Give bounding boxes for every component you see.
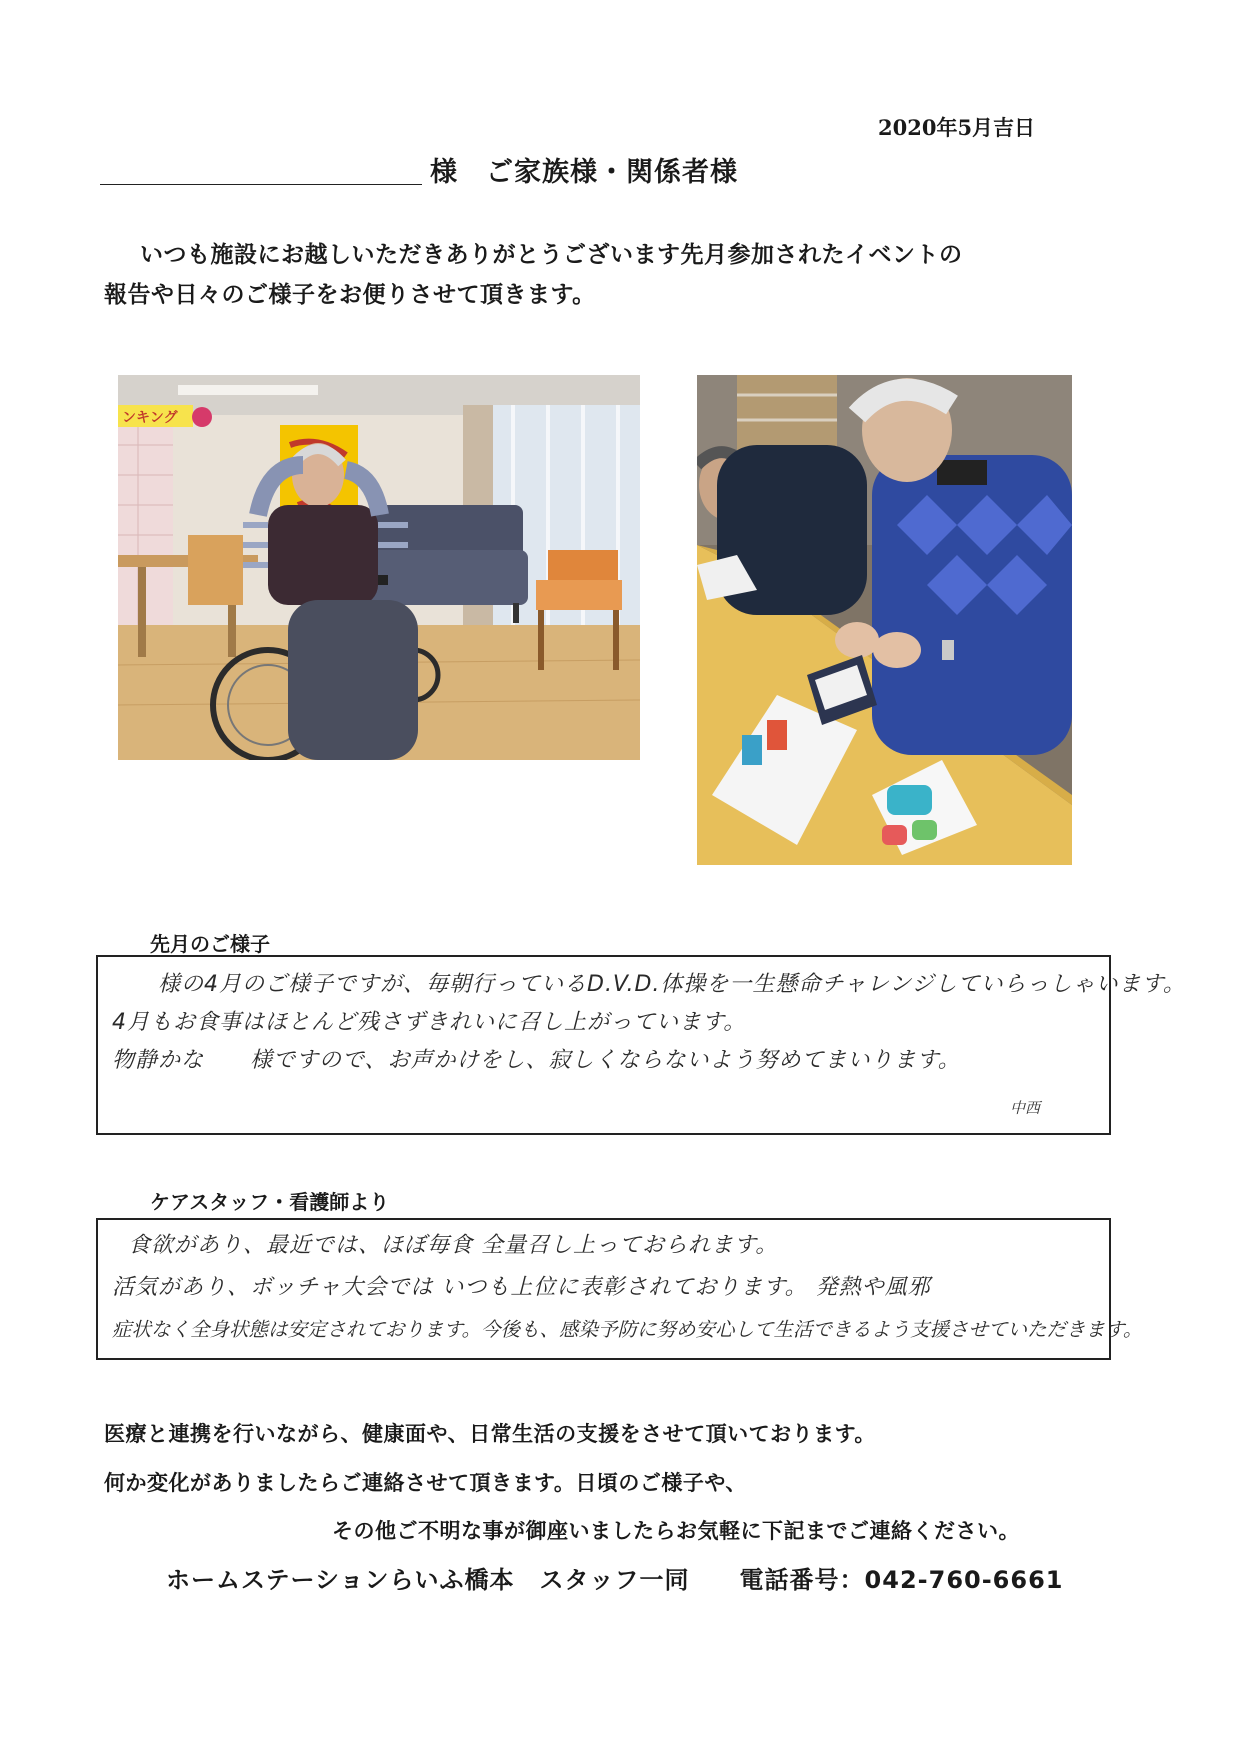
ranking-banner-text: ンキング (122, 410, 178, 426)
photo-craft-activity (697, 375, 1072, 865)
last-month-box (96, 955, 1186, 1135)
last-month-line-1: 様の4月のご様子ですが、毎朝行っているD.V.D.体操を一生懸命チャレンジしていらっしゃいます。 (158, 972, 1186, 997)
intro-line-2: 報告や日々のご様子をお便りさせて頂きます。 (104, 282, 596, 308)
care-staff-line-3: 症状なく全身状態は安定されております。今後も、感染予防に努め安心して生活できるよう支援させていただきます。 (112, 1318, 1143, 1341)
facility-signoff: ホームステーションらいふ橋本 スタッフ一同 電話番号：042-760-6661 (166, 1566, 1064, 1594)
care-staff-line-2: 活気があり、ボッチャ大会では いつも上位に表彰されております。 発熱や風邪 (112, 1275, 931, 1300)
intro-line-1: いつも施設にお越しいただきありがとうございます先月参加されたイベントの (140, 242, 963, 268)
footer-line-3: その他ご不明な事が御座いましたらお気軽に下記までご連絡ください。 (332, 1519, 1020, 1543)
last-month-line-3: 物静かな 様ですので、お声かけをし、寂しくならないよう努めてまいります。 (112, 1048, 961, 1073)
care-staff-box (96, 1218, 1143, 1360)
care-staff-line-1: 食欲があり、最近では、ほぼ毎食 全量召し上っておられます。 (128, 1233, 779, 1258)
care-staff-title: ケアスタッフ・看護師より (150, 1190, 390, 1214)
addressee-name-blank (100, 184, 422, 185)
footer-line-2: 何か変化がありましたらご連絡させて頂きます。日頃のご様子や、 (104, 1471, 747, 1495)
last-month-title: 先月のご様子 (150, 932, 270, 956)
photo-wheelchair-exercise (118, 375, 640, 760)
staff-signature: 中西 (1010, 1099, 1041, 1117)
footer-line-1: 医療と連携を行いながら、健康面や、日常生活の支援をさせて頂いております。 (104, 1422, 876, 1446)
addressee: 様 ご家族様・関係者様 (430, 157, 738, 188)
letter-date: 2020年5月吉日 (878, 115, 1036, 140)
last-month-line-2: 4月もお食事はほとんど残さずきれいに召し上がっています。 (112, 1010, 747, 1035)
